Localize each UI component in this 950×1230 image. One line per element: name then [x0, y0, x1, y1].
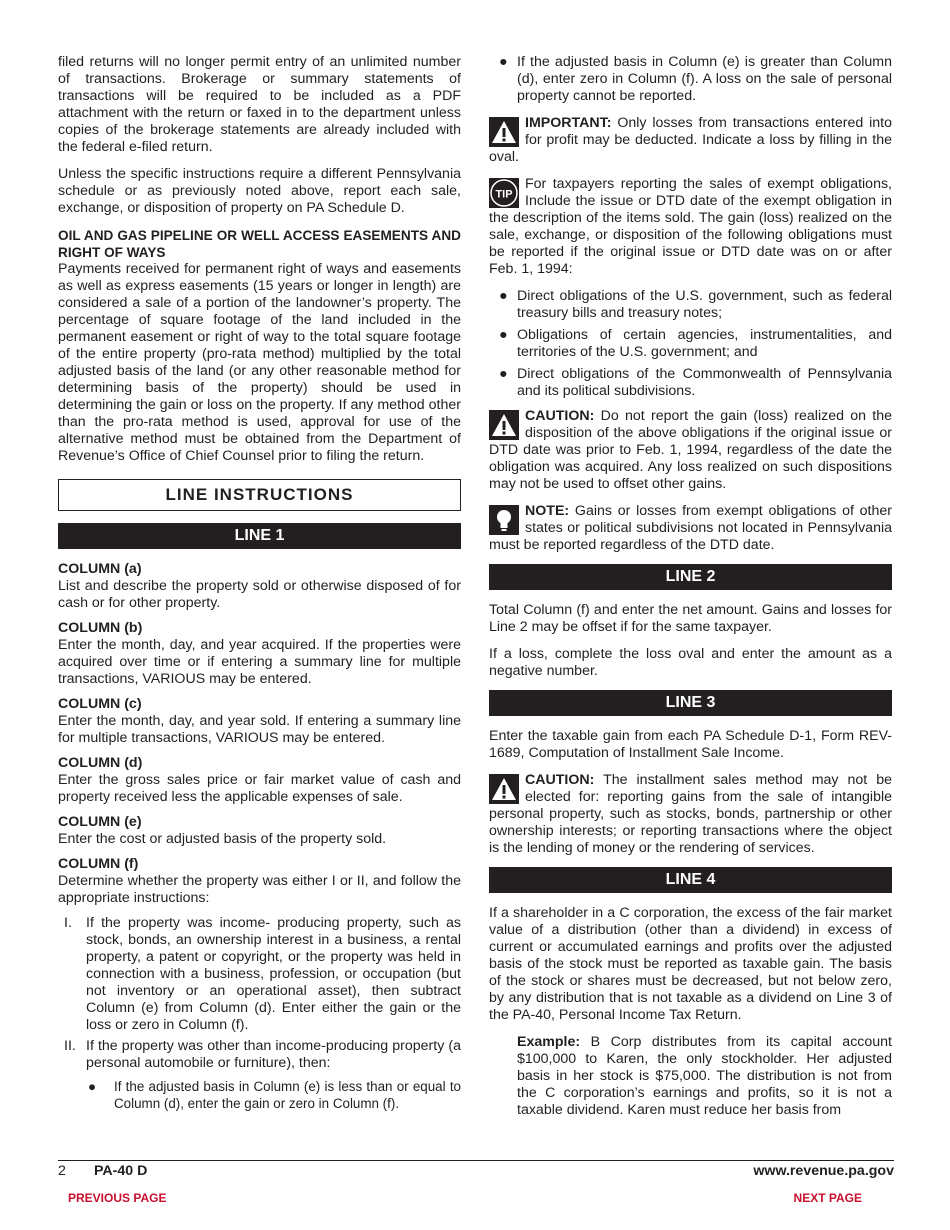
- bullet-icon: ●: [499, 366, 508, 382]
- website-link[interactable]: www.revenue.pa.gov: [753, 1163, 894, 1179]
- page-number: 2: [58, 1163, 66, 1179]
- line3-paragraph-1: Enter the taxable gain from each PA Schedule D-1, Form REV-1689, Computation of Installment Sale Income.: [489, 728, 892, 761]
- line2-paragraph-2: If a loss, complete the loss oval and enter the amount as a negative number.: [489, 646, 892, 679]
- next-page-link[interactable]: NEXT PAGE: [793, 1191, 862, 1205]
- caution-label: CAUTION:: [525, 772, 595, 788]
- obligations-list: [489, 288, 892, 400]
- column-b-text: Enter the month, day, and year acquired. If the properties were acquired over time or if entering a summary line for multiple transactions, VARIOUS may be entered.: [58, 637, 461, 687]
- bullet-icon: ●: [499, 288, 508, 304]
- caution-text: The installment sales method may not be elected for: reporting gains from the sale of intangible personal property, such as stocks, bonds, partnership or other ownership interests; or reporting transactions where the object is the lending of money or the rendering of services.: [489, 772, 892, 856]
- column-a-heading: COLUMN (a): [58, 561, 142, 577]
- tip-text: For taxpayers reporting the sales of exempt obligations, Include the issue or DTD date of the exempt obligation in the description of the items sold. The gain (loss) realized on the sale, exchange, or disposition of the following obligations must be reported if the original issue or DTD date was on or after Feb. 1, 1994:: [489, 176, 892, 277]
- list-item-text: Direct obligations of the Commonwealth of Pennsylvania and its political subdivisions.: [517, 366, 892, 399]
- example-text: B Corp distributes from its capital account $100,000 to Karen, the only stockholder. Her adjusted basis in her stock is $75,000. The distribution is not from the C corporation’s earnings and profits, so it is not a taxable dividend. Karen must reduce her basis from: [517, 1034, 892, 1118]
- line3-header: LINE 3: [489, 690, 892, 716]
- caution-note-2: [489, 772, 892, 857]
- line4-header: LINE 4: [489, 867, 892, 893]
- example-block: [517, 1034, 892, 1119]
- column-f-heading: COLUMN (f): [58, 856, 139, 872]
- column-a-block: [58, 561, 461, 612]
- right-column: [489, 54, 892, 1119]
- continued-sub-list: [489, 54, 892, 105]
- sub-list-item: [489, 54, 892, 105]
- list-item: [489, 366, 892, 400]
- sub-list-item-text: If the adjusted basis in Column (e) is greater than Column (d), enter zero in Column (f). A loss on the sale of personal property cannot be reported.: [517, 54, 892, 104]
- intro-paragraph-1: filed returns will no longer permit entry of an unlimited number of transactions. Brokerage or summary statements of transactions will be required to be included as a PDF attachment with the return or faxed in to the department unless copies of the brokerage statements are already included with the federal e-filed return.: [58, 54, 461, 155]
- list-item: [489, 288, 892, 322]
- oilgas-body: Payments received for permanent right of ways and easements as well as express easements (15 years or longer in length) are considered a sale of a portion of the landowner’s property. The percentage of square footage of the land included in the permanent easement or right of way to the total square footage of the entire property (pro-rata method) multiplied by the total adjusted basis of the land (or any other reasonable method for determining basis of the property) should be used in determining the gain or loss on the property. If any method other than the pro-rata method is used, approval for use of the alternative method must be obtained from the Department of Revenue’s Office of Chief Counsel prior to filing the return.: [58, 261, 461, 464]
- sub-list: [86, 1078, 461, 1112]
- column-d-heading: COLUMN (d): [58, 755, 143, 771]
- page-footer: [58, 1160, 894, 1179]
- list-item: [58, 1038, 461, 1112]
- sub-list-item-text: If the adjusted basis in Column (e) is less than or equal to Column (d), enter the gain or zero in Column (f).: [114, 1079, 461, 1111]
- caution-text: Do not report the gain (loss) realized on the disposition of the above obligations if the original issue or DTD date was prior to Feb. 1, 1994, regardless of the date the obligation was acquired. Any loss realized on such dispositions may not be used to offset other gains.: [489, 408, 892, 492]
- line1-header: LINE 1: [58, 523, 461, 549]
- line-instructions-title: LINE INSTRUCTIONS: [58, 479, 461, 511]
- line4-paragraph-1: If a shareholder in a C corporation, the excess of the fair market value of a distribution (other than a dividend) in excess of current or accumulated earnings and profits over the adjusted basis of the stock must be reported as taxable gain. The basis of the stock or shares must be decreased, but not below zero, by any distribution that is not taxable as a dividend on Line 3 of the PA-40, Personal Income Tax Return.: [489, 905, 892, 1023]
- tip-note: [489, 176, 892, 278]
- column-b-heading: COLUMN (b): [58, 620, 143, 636]
- column-f-block: [58, 856, 461, 907]
- list-item: [58, 915, 461, 1034]
- intro-paragraph-2: Unless the specific instructions require a different Pennsylvania schedule or as previously noted above, report each sale, exchange, or disposition of property on PA Schedule D.: [58, 166, 461, 216]
- oilgas-section: [58, 227, 461, 465]
- left-column: [58, 54, 461, 1116]
- note-box: [489, 503, 892, 554]
- note-text: Gains or losses from exempt obligations of other states or political subdivisions not located in Pennsylvania must be reported regardless of the DTD date.: [489, 503, 892, 553]
- oilgas-heading: OIL AND GAS PIPELINE OR WELL ACCESS EASEMENTS AND RIGHT OF WAYS: [58, 228, 461, 260]
- warning-icon: [489, 410, 519, 440]
- bullet-icon: ●: [499, 327, 508, 343]
- warning-icon: [489, 774, 519, 804]
- column-d-block: [58, 755, 461, 806]
- list-item-text: If the property was other than income-producing property (a personal automobile or furniture), then:: [86, 1038, 461, 1071]
- important-text: Only losses from transactions entered into for profit may be deducted. Indicate a loss by filling in the oval.: [489, 115, 892, 165]
- column-d-text: Enter the gross sales price or fair market value of cash and property received less the applicable expenses of sale.: [58, 772, 461, 805]
- column-e-heading: COLUMN (e): [58, 814, 142, 830]
- column-e-block: [58, 814, 461, 848]
- important-label: IMPORTANT:: [525, 115, 612, 131]
- caution-label: CAUTION:: [525, 408, 595, 424]
- bullet-icon: ●: [499, 54, 508, 70]
- column-b-block: [58, 620, 461, 688]
- lightbulb-icon: [489, 505, 519, 535]
- tip-badge: TIP: [495, 188, 513, 201]
- list-item-number: II.: [64, 1038, 76, 1054]
- column-f-text: Determine whether the property was either I or II, and follow the appropriate instructions:: [58, 873, 461, 906]
- column-a-text: List and describe the property sold or otherwise disposed of for cash or for other property.: [58, 578, 461, 611]
- list-item-text: Direct obligations of the U.S. government, such as federal treasury bills and treasury notes;: [517, 288, 892, 321]
- list-item-text: Obligations of certain agencies, instrumentalities, and territories of the U.S. government; and: [517, 327, 892, 360]
- list-item-number: I.: [64, 915, 72, 931]
- note-label: NOTE:: [525, 503, 570, 519]
- bullet-icon: ●: [88, 1079, 97, 1094]
- line2-header: LINE 2: [489, 564, 892, 590]
- caution-note-1: [489, 408, 892, 493]
- important-note: [489, 115, 892, 166]
- column-c-text: Enter the month, day, and year sold. If entering a summary line for multiple transactions, VARIOUS may be entered.: [58, 713, 461, 746]
- column-f-list: [58, 915, 461, 1112]
- column-e-text: Enter the cost or adjusted basis of the property sold.: [58, 831, 387, 847]
- warning-icon: [489, 117, 519, 147]
- form-code: PA-40 D: [94, 1163, 148, 1179]
- list-item: [489, 327, 892, 361]
- column-c-heading: COLUMN (c): [58, 696, 142, 712]
- list-item-text: If the property was income- producing property, such as stock, bonds, an ownership interest in a business, a rental property, a patent or copyright, or the property was held in connection with a business, profession, or occupation (but not inventory or an operational asset), then subtract Column (e) from Column (d). Enter either the gain or the loss or zero in Column (f).: [86, 915, 461, 1033]
- example-label: Example:: [517, 1034, 581, 1050]
- column-c-block: [58, 696, 461, 747]
- previous-page-link[interactable]: PREVIOUS PAGE: [68, 1191, 167, 1205]
- tip-icon: [489, 178, 519, 208]
- sub-list-item: [86, 1078, 461, 1112]
- line2-paragraph-1: Total Column (f) and enter the net amount. Gains and losses for Line 2 may be offset if for the same taxpayer.: [489, 602, 892, 635]
